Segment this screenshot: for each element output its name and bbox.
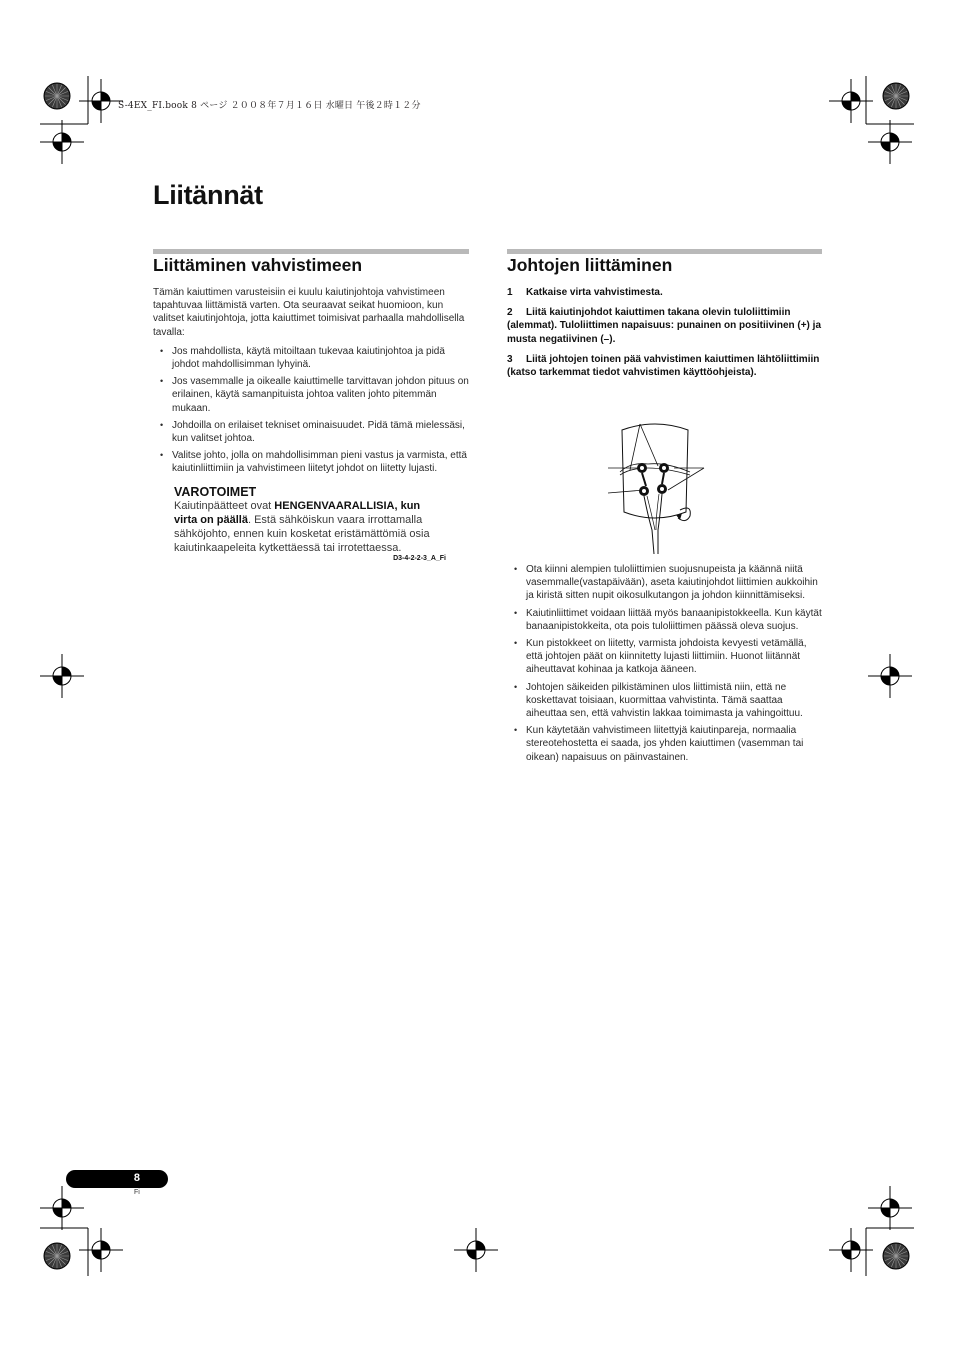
left-bullet-list (153, 345, 469, 476)
bullet-icon: • (514, 681, 518, 692)
caution-text-part: . Estä sähköiskun vaara irrottamalla sähköjohto, ennen kuin kosketat eristämättömiä osia kaiutinkaapeleita kytkettäessä tai irrotettaessa. (174, 513, 430, 555)
list-item-text: Jos vasemmalle ja oikealle kaiuttimelle tarvittavan johdon pituus on erilainen, käytä samanpituista johtoa valiten johto pitemmän mukaan. (172, 376, 469, 414)
caution-title: VAROTOIMET (174, 484, 257, 499)
language-code: Fi (134, 1189, 140, 1196)
step-item (507, 353, 822, 379)
step-number: 2 (507, 307, 513, 319)
bullet-icon: • (160, 419, 164, 430)
step-item (507, 286, 822, 299)
bullet-icon: • (514, 607, 518, 618)
section-bar-left (153, 249, 469, 254)
print-header-line: S-4EX_FI.book 8 ページ ２００８年７月１６日 水曜日 午後２時１２分 (118, 101, 421, 111)
section-heading-left: Liittäminen vahvistimeen (153, 255, 363, 275)
caution-text (174, 499, 446, 556)
bullet-icon: • (160, 345, 164, 356)
caution-text-bold: HENGENVAARALLISIA, kun virta on päällä (174, 499, 421, 526)
list-item (507, 637, 822, 677)
intro-paragraph: Tämän kaiuttimen varusteisiin ei kuulu kaiutinjohtoja vahvistimeen tapahtuvaa liittämistä varten. Ota seuraavat seikat huomioon, kun valitset kaiutinjohtoja, jotta kaiuttimet toimisivat parhaalla mahdollisella tavalla: (153, 287, 465, 338)
section-heading-right: Johtojen liittäminen (507, 255, 673, 275)
bullet-icon: • (514, 638, 518, 649)
step-text: Liitä kaiutinjohdot kaiuttimen takana olevin tuloliittimiin (alemmat). Tuloliittimen napaisuus: punainen on positiivinen (+) ja musta negatiivinen (–). (507, 307, 822, 345)
section-bar-right (507, 249, 822, 254)
right-bullet-list (507, 563, 822, 768)
page-number: 8 (133, 1172, 140, 1184)
step-number: 3 (507, 353, 513, 365)
list-item (153, 449, 469, 475)
caution-box (153, 485, 446, 563)
list-item (153, 375, 469, 415)
bullet-icon: • (160, 376, 164, 387)
bullet-icon: • (514, 725, 518, 736)
list-item (507, 724, 822, 764)
list-item-text: Valitse johto, jolla on mahdollisimman pieni vastus ja varmista, että kaiutinliittimiin ja vahvistimeen liitetyt johdot on liitetty lujasti. (172, 450, 467, 475)
list-item (153, 345, 469, 371)
step-text: Katkaise virta vahvistimesta. (526, 287, 663, 298)
page-title: Liitännät (153, 180, 263, 210)
step-text: Liitä johtojen toinen pää vahvistimen kaiuttimen lähtöliittimiin (katso tarkemmat tiedot vahvistimen käyttöohjeista). (507, 353, 820, 379)
left-column (153, 286, 469, 562)
list-item-text: Johdoilla on erilaiset tekniset ominaisuudet. Pidä tämä mielessäsi, kun valitset johtoa. (172, 419, 465, 445)
list-item (507, 563, 822, 603)
page-number-tab (66, 1170, 168, 1188)
list-item (507, 681, 822, 721)
list-item-text: Jos mahdollista, käytä mitoiltaan tukevaa kaiutinjohtoa ja pidä johdot mahdollisimman lyhyinä. (172, 345, 445, 371)
list-item-text: Kun käytetään vahvistimeen liitettyjä kaiutinpareja, normaalia stereotehostetta ei saada, jos yhden kaiuttimen (vasemman tai oikean) napaisuus on päinvastainen. (526, 725, 804, 763)
bullet-icon: • (160, 450, 164, 461)
list-item (507, 607, 822, 633)
speaker-terminal-illustration (600, 420, 710, 555)
list-item-text: Ota kiinni alempien tuloliittimien suojusnupeista ja käännä niitä vasemmalle(vastapäivään), aseta kaiutinjohdot liittimien aukkoihin ja kiristä sitten nupit oikosulkutangon ja johdon kiinnittämiseksi. (526, 564, 818, 602)
document-code: D3-4-2-2-3_A_Fi (393, 555, 446, 563)
step-item (507, 306, 822, 346)
steps-list (507, 286, 822, 379)
bullet-icon: • (514, 564, 518, 574)
caution-text-part: Kaiutinpäätteet ovat (174, 499, 275, 512)
step-number: 1 (507, 287, 513, 298)
list-item-text: Kaiutinliittimet voidaan liittää myös banaanipistokkeella. Kun käytät banaanipistokkeita, ota pois tuloliittimen päässä oleva suojus. (526, 607, 822, 632)
list-item (153, 419, 469, 445)
list-item-text: Kun pistokkeet on liitetty, varmista johdoista kevyesti vetämällä, että johtojen päät on kiinnitetty lujasti liittimiin. Huonot liitännät aiheuttavat kohinaa ja katkoja ääneen. (526, 638, 807, 676)
list-item-text: Johtojen säikeiden pilkistäminen ulos liittimistä niin, että ne koskettavat toisiaan, kuormittaa vahvistinta. Tämä saattaa aiheuttaa sen, että vahvistin lakkaa toimimasta ja vahingoittuu. (526, 681, 803, 720)
